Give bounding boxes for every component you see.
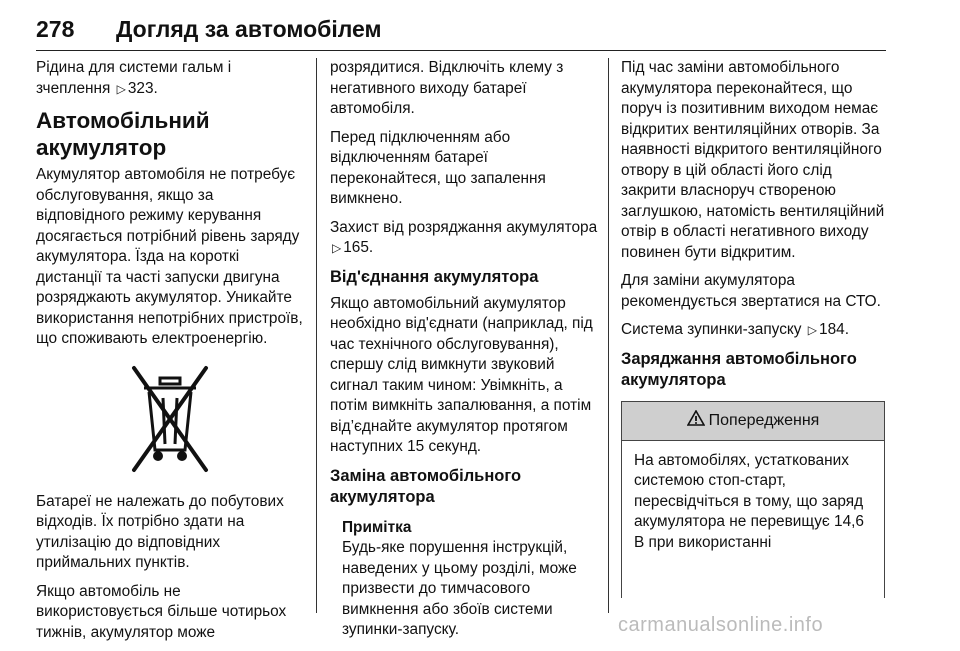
column-divider xyxy=(316,58,317,613)
stop-start-paragraph: Система зупинки-запуску ▷ 184. xyxy=(621,320,889,341)
note-text: Будь-яке порушення інструкцій, наведених у цьому розділі, може призвести до тимчасового вимкнення або збоїв системи зупинки-запуску. xyxy=(342,539,577,638)
note-block xyxy=(342,518,598,641)
section-heading-battery: Автомобільний акумулятор xyxy=(36,108,210,160)
column-divider xyxy=(608,58,609,613)
page-title: Догляд за автомобілем xyxy=(116,16,382,42)
intro-paragraph: Рідина для системи гальм і зчеплення ▷ 323. xyxy=(36,58,304,99)
cross-reference-link[interactable]: 323. xyxy=(127,79,158,97)
warning-title: Попередження xyxy=(708,411,820,429)
section-heading-replacement: Заміна автомобільного акумулятора xyxy=(330,466,522,506)
note-title: Примітка xyxy=(342,518,412,536)
cross-reference-arrow-icon: ▷ xyxy=(116,81,126,96)
warning-header xyxy=(622,402,884,441)
replacement-paragraph: Під час заміни автомобільного акумулятора переконайтеся, що поруч із позитивним виходом немає відкритих вентиляційних отворів. За наявності відкритого вентиляційного отвору в цій області його слід закрити власноруч створеною заглушкою, натомість вентиляційний отвір в області негативного виходу повинен бути відкритим. xyxy=(621,59,885,261)
disposal-paragraph: Батареї не належать до побутових відходів. Їх потрібно здати на утилізацію до відповідних приймальних пунктів. xyxy=(36,492,284,571)
crossed-out-bin-icon xyxy=(36,364,304,474)
column-1 xyxy=(36,58,304,651)
cross-reference-link[interactable]: 165. xyxy=(343,239,374,256)
service-paragraph: Для заміни акумулятора рекомендується звертатися на СТО. xyxy=(621,272,881,310)
cross-reference-arrow-icon: ▷ xyxy=(807,323,818,337)
ignition-paragraph: Перед підключенням або відключенням батареї переконайтеся, що запалення вимкнено. xyxy=(330,128,546,207)
page-header xyxy=(36,10,886,51)
cross-reference-link[interactable]: 184. xyxy=(819,321,849,338)
warning-triangle-icon xyxy=(687,410,705,431)
disconnect-paragraph: Якщо автомобільний акумулятор необхідно від'єднати (наприклад, під час технічного обслуговування), спершу слід вимкнути звуковий сигнал таким чином: Увімкніть, а потім вимкніть запалювання, а потім від’єднайте акумулятор протягом наступних 15 секунд. xyxy=(330,294,593,455)
warning-box xyxy=(621,401,885,598)
battery-paragraph: Акумулятор автомобіля не потребує обслуговування, якщо за відповідного режиму керування досягається потрібний рівень заряду акумулятора. Їзда на короткі дистанції та часті запуски двигуна розряджають акумулятор. Уникайте використання непотрібних пристроїв, що споживають електроенергію. xyxy=(36,166,303,347)
watermark: carmanualsonline.info xyxy=(618,614,824,636)
discharge-protection-paragraph: Захист від розряджання акумулятора ▷ 165. xyxy=(330,218,598,259)
section-heading-charging: Заряджання автомобільного акумулятора xyxy=(621,349,857,389)
warning-body xyxy=(622,441,884,554)
cross-reference-arrow-icon: ▷ xyxy=(332,241,342,255)
section-heading-disconnect: Від'єднання акумулятора xyxy=(330,267,539,286)
column-2 xyxy=(330,58,598,649)
column-3 xyxy=(621,58,889,598)
warning-text: На автомобілях, устаткованих системою стоп-старт, пересвідчіться в тому, що заряд акумулятора не перевищує 14,6 В при використанні xyxy=(634,451,864,551)
discharge-paragraph: розрядитися. Відключіть клему з негативного виходу батареї автомобіля. xyxy=(330,59,564,117)
page-number: 278 xyxy=(36,16,75,42)
storage-paragraph: Якщо автомобіль не використовується більше чотирьох тижнів, акумулятор може xyxy=(36,582,287,641)
